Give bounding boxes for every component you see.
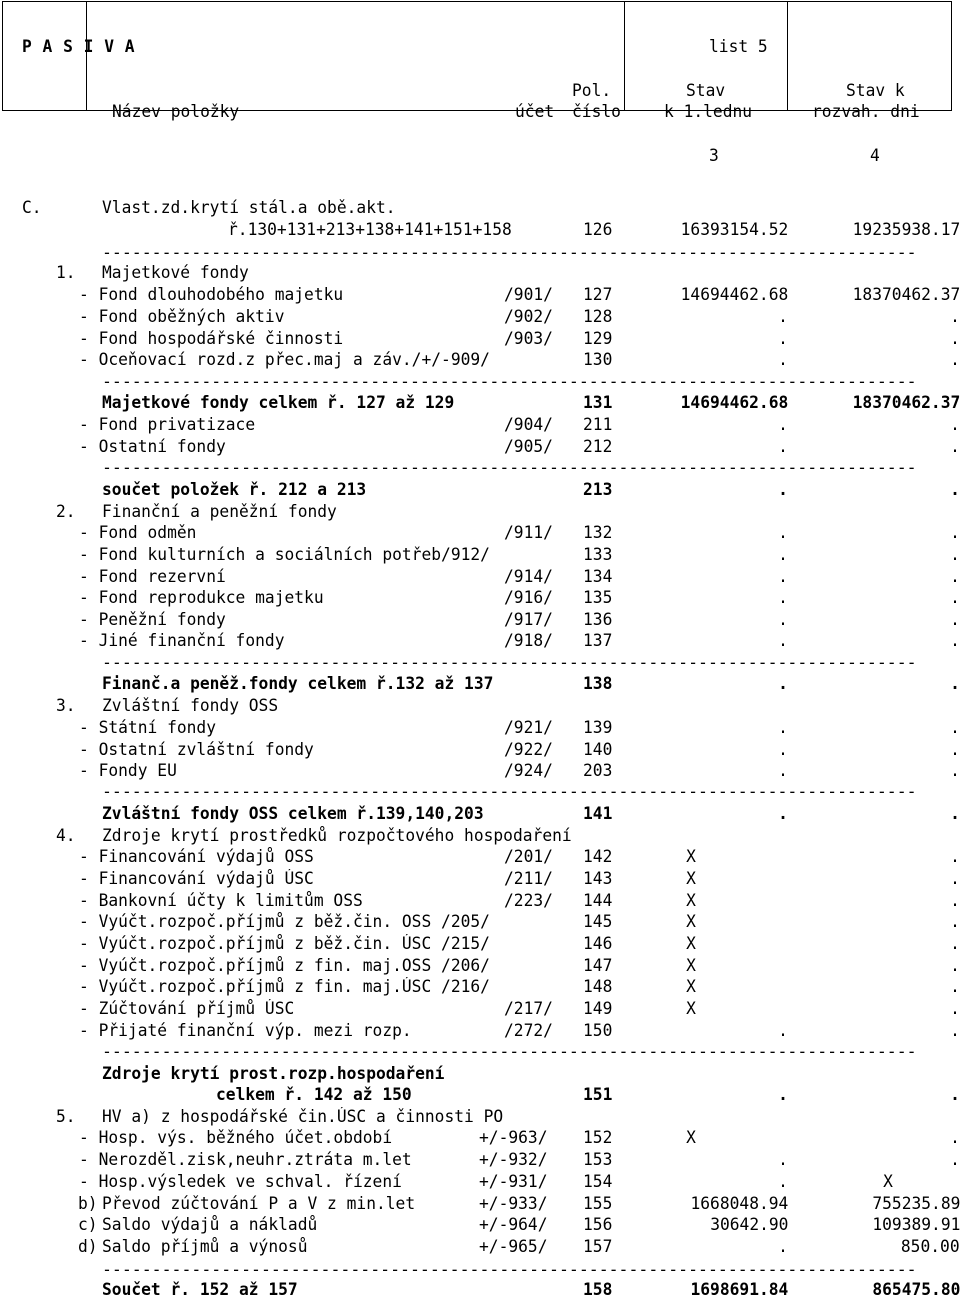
col-stav2-header-2: rozvah. dni: [812, 102, 920, 121]
row-value-end: .: [950, 674, 960, 693]
row-value-start: 14694462.68: [680, 393, 788, 412]
row-account: /217/: [504, 999, 553, 1018]
col-account-header: účet: [515, 102, 555, 121]
row-pol-number: 134: [583, 567, 613, 586]
row-pol-number: 153: [583, 1150, 613, 1169]
row-value-start: .: [778, 307, 788, 326]
row-pol-number: 139: [583, 718, 613, 737]
row-value-start: .: [778, 761, 788, 780]
row-value-end: .: [950, 545, 960, 564]
row-value-end: .: [950, 999, 960, 1018]
dashed-separator: ----------------------------------------------------------------------------------: [102, 372, 917, 391]
col-number-3: 3: [709, 146, 719, 165]
row-value-end: .: [950, 847, 960, 866]
col-name-header: Název položky: [112, 102, 240, 121]
row-label: ř.130+131+213+138+141+151+158: [228, 220, 512, 239]
row-pol-number: 211: [583, 415, 613, 434]
row-account: /921/: [504, 718, 553, 737]
row-value-start: 16393154.52: [680, 220, 788, 239]
row-pol-number: 135: [583, 588, 613, 607]
row-account: /272/: [504, 1021, 553, 1040]
col-stav2-header-1: Stav k: [846, 81, 905, 100]
row-label: - Fond hospodářské činnosti: [79, 329, 344, 348]
row-label: Zdroje krytí prostředků rozpočtového hospodaření: [102, 826, 572, 845]
row-account: /201/: [504, 847, 553, 866]
row-pol-number: 213: [583, 480, 613, 499]
row-label: celkem ř. 142 až 150: [216, 1085, 412, 1104]
row-label: Zvláštní fondy OSS: [102, 696, 279, 715]
row-value-end: .: [950, 437, 960, 456]
row-label: - Fondy EU: [79, 761, 177, 780]
frame-left: [2, 1, 3, 111]
row-label: součet položek ř. 212 a 213: [102, 480, 367, 499]
col-number-4: 4: [870, 146, 880, 165]
row-account: /211/: [504, 869, 553, 888]
row-value-end: .: [950, 869, 960, 888]
row-value-end: .: [950, 415, 960, 434]
row-pol-number: 126: [583, 220, 613, 239]
row-value-start: .: [778, 1021, 788, 1040]
row-account: /902/: [504, 307, 553, 326]
row-label: - Vyúčt.rozpoč.příjmů z fin. maj.OSS /206/: [79, 956, 490, 975]
row-pol-number: 158: [583, 1280, 613, 1299]
row-label: - Fond dlouhodobého majetku: [79, 285, 344, 304]
row-value-end: 19235938.17: [852, 220, 960, 239]
row-value-end: .: [950, 761, 960, 780]
row-value-start: .: [778, 437, 788, 456]
row-marker: c): [78, 1215, 98, 1234]
row-pol-number: 130: [583, 350, 613, 369]
row-account: /922/: [504, 740, 553, 759]
row-value-end: .: [950, 610, 960, 629]
row-value-end: .: [950, 934, 960, 953]
row-label: - Vyúčt.rozpoč.příjmů z běž.čin. OSS /205/: [79, 912, 490, 931]
row-value-end: 18370462.37: [852, 393, 960, 412]
row-pol-number: 138: [583, 674, 613, 693]
row-value-end: .: [950, 350, 960, 369]
row-value-start: X: [686, 1128, 696, 1147]
row-value-end: .: [950, 1150, 960, 1169]
row-label: Majetkové fondy: [102, 263, 249, 282]
row-value-start: .: [778, 674, 788, 693]
dashed-separator: ----------------------------------------------------------------------------------: [102, 458, 917, 477]
row-value-start: X: [686, 999, 696, 1018]
row-value-start: X: [686, 869, 696, 888]
row-label: - Bankovní účty k limitům OSS: [79, 891, 363, 910]
row-pol-number: 157: [583, 1237, 613, 1256]
row-label: - Fond privatizace: [79, 415, 256, 434]
row-value-start: X: [686, 956, 696, 975]
row-value-end: X: [883, 1172, 893, 1191]
row-value-end: .: [950, 307, 960, 326]
sheet-number: list 5: [709, 37, 768, 56]
row-value-start: .: [778, 523, 788, 542]
row-value-end: 865475.80: [871, 1280, 960, 1299]
row-pol-number: 131: [583, 393, 613, 412]
row-pol-number: 212: [583, 437, 613, 456]
row-value-end: .: [950, 977, 960, 996]
row-label: - Financování výdajů OSS: [79, 847, 314, 866]
row-value-end: .: [950, 329, 960, 348]
row-pol-number: 141: [583, 804, 613, 823]
row-pol-number: 142: [583, 847, 613, 866]
row-account: +/-932/: [479, 1150, 548, 1169]
row-value-start: .: [778, 631, 788, 650]
row-account: +/-964/: [479, 1215, 548, 1234]
row-value-end: 18370462.37: [852, 285, 960, 304]
row-pol-number: 149: [583, 999, 613, 1018]
row-account: /918/: [504, 631, 553, 650]
row-label: - Fond rezervní: [79, 567, 226, 586]
row-value-end: .: [950, 804, 960, 823]
row-value-end: 850.00: [901, 1237, 960, 1256]
row-pol-number: 127: [583, 285, 613, 304]
row-label: Převod zúčtování P a V z min.let: [102, 1194, 416, 1213]
row-value-start: 14694462.68: [680, 285, 788, 304]
row-account: /924/: [504, 761, 553, 780]
row-label: - Vyúčt.rozpoč.příjmů z běž.čin. ÚSC /215/: [79, 934, 490, 953]
row-pol-number: 144: [583, 891, 613, 910]
row-label: Zvláštní fondy OSS celkem ř.139,140,203: [102, 804, 484, 823]
row-account: /223/: [504, 891, 553, 910]
row-account: +/-963/: [479, 1128, 548, 1147]
col-pol-header-1: Pol.: [572, 81, 612, 100]
frame-right: [951, 1, 952, 111]
row-pol-number: 128: [583, 307, 613, 326]
row-label: Součet ř. 152 až 157: [102, 1280, 298, 1299]
row-value-start: .: [778, 610, 788, 629]
row-value-end: .: [950, 523, 960, 542]
row-value-end: .: [950, 956, 960, 975]
row-value-start: .: [778, 718, 788, 737]
row-value-end: .: [950, 1021, 960, 1040]
row-account: /903/: [504, 329, 553, 348]
row-pol-number: 146: [583, 934, 613, 953]
row-label: - Fond kulturních a sociálních potřeb/912/: [79, 545, 490, 564]
row-value-end: .: [950, 588, 960, 607]
row-account: +/-931/: [479, 1172, 548, 1191]
row-account: /914/: [504, 567, 553, 586]
row-account: /916/: [504, 588, 553, 607]
row-value-end: .: [950, 1085, 960, 1104]
row-pol-number: 203: [583, 761, 613, 780]
frame-divider-3: [787, 1, 788, 111]
row-account: /911/: [504, 523, 553, 542]
page-title: P A S I V A: [22, 37, 136, 56]
row-label: - Hosp. výs. běžného účet.období: [79, 1128, 393, 1147]
row-value-start: 1698691.84: [690, 1280, 788, 1299]
row-label: HV a) z hospodářské čin.ÚSC a činnosti PO: [102, 1107, 504, 1126]
row-marker: 5.: [56, 1107, 76, 1126]
row-value-start: .: [778, 545, 788, 564]
row-value-end: .: [950, 1128, 960, 1147]
row-value-start: X: [686, 912, 696, 931]
row-label: Finanč.a peněž.fondy celkem ř.132 až 137: [102, 674, 494, 693]
row-pol-number: 140: [583, 740, 613, 759]
row-label: - Zúčtování příjmů ÚSC: [79, 999, 295, 1018]
row-pol-number: 137: [583, 631, 613, 650]
row-value-end: .: [950, 891, 960, 910]
row-value-end: .: [950, 718, 960, 737]
row-account: /901/: [504, 285, 553, 304]
row-label: - Hosp.výsledek ve schval. řízení: [79, 1172, 402, 1191]
row-label: - Peněžní fondy: [79, 610, 226, 629]
dashed-separator: ----------------------------------------------------------------------------------: [102, 1042, 917, 1061]
row-value-end: .: [950, 912, 960, 931]
row-marker: 4.: [56, 826, 76, 845]
row-value-start: .: [778, 1150, 788, 1169]
row-value-end: .: [950, 480, 960, 499]
row-value-start: .: [778, 1085, 788, 1104]
frame-divider-2: [624, 1, 625, 111]
row-pol-number: 129: [583, 329, 613, 348]
row-value-start: .: [778, 480, 788, 499]
row-value-start: .: [778, 567, 788, 586]
row-pol-number: 155: [583, 1194, 613, 1213]
row-label: Saldo výdajů a nákladů: [102, 1215, 318, 1234]
row-label: - Oceňovací rozd.z přec.maj a záv./+/-909/: [79, 350, 490, 369]
frame-top: [2, 1, 952, 2]
row-value-start: X: [686, 891, 696, 910]
row-value-end: .: [950, 567, 960, 586]
row-pol-number: 151: [583, 1085, 613, 1104]
col-stav1-header-1: Stav: [686, 81, 726, 100]
row-pol-number: 145: [583, 912, 613, 931]
row-pol-number: 136: [583, 610, 613, 629]
row-account: /917/: [504, 610, 553, 629]
dashed-separator: ----------------------------------------------------------------------------------: [102, 243, 917, 262]
row-account: +/-965/: [479, 1237, 548, 1256]
row-label: Zdroje krytí prost.rozp.hospodaření: [102, 1064, 445, 1083]
row-value-start: X: [686, 847, 696, 866]
row-label: - Státní fondy: [79, 718, 216, 737]
row-marker: 2.: [56, 502, 76, 521]
row-marker: 3.: [56, 696, 76, 715]
row-pol-number: 143: [583, 869, 613, 888]
col-pol-header-2: číslo: [572, 102, 621, 121]
row-label: - Přijaté finanční výp. mezi rozp.: [79, 1021, 412, 1040]
row-label: Vlast.zd.krytí stál.a obě.akt.: [102, 198, 396, 217]
row-label: - Vyúčt.rozpoč.příjmů z fin. maj.ÚSC /216/: [79, 977, 490, 996]
row-label: Majetkové fondy celkem ř. 127 až 129: [102, 393, 455, 412]
row-value-end: .: [950, 631, 960, 650]
row-label: - Jiné finanční fondy: [79, 631, 285, 650]
row-label: - Financování výdajů ÚSC: [79, 869, 314, 888]
row-value-start: 30642.90: [709, 1215, 788, 1234]
dashed-separator: ----------------------------------------------------------------------------------: [102, 653, 917, 672]
row-marker: d): [78, 1237, 98, 1256]
row-pol-number: 133: [583, 545, 613, 564]
row-label: - Ostatní fondy: [79, 437, 226, 456]
row-value-start: .: [778, 415, 788, 434]
row-value-start: 1668048.94: [690, 1194, 788, 1213]
row-pol-number: 156: [583, 1215, 613, 1234]
row-value-start: .: [778, 804, 788, 823]
row-account: /905/: [504, 437, 553, 456]
row-account: +/-933/: [479, 1194, 548, 1213]
row-value-start: .: [778, 350, 788, 369]
row-label: Finanční a peněžní fondy: [102, 502, 337, 521]
row-value-start: .: [778, 1237, 788, 1256]
col-stav1-header-2: k 1.lednu: [664, 102, 753, 121]
row-label: - Fond reprodukce majetku: [79, 588, 324, 607]
row-value-start: .: [778, 329, 788, 348]
row-pol-number: 152: [583, 1128, 613, 1147]
row-value-start: X: [686, 977, 696, 996]
row-value-end: 755235.89: [871, 1194, 960, 1213]
row-pol-number: 154: [583, 1172, 613, 1191]
row-label: - Fond oběžných aktiv: [79, 307, 285, 326]
dashed-separator: ----------------------------------------------------------------------------------: [102, 1260, 917, 1279]
row-marker: b): [78, 1194, 98, 1213]
row-label: - Ostatní zvláštní fondy: [79, 740, 314, 759]
dashed-separator: ----------------------------------------------------------------------------------: [102, 782, 917, 801]
row-label: Saldo příjmů a výnosů: [102, 1237, 308, 1256]
row-marker: C.: [22, 198, 42, 217]
row-pol-number: 150: [583, 1021, 613, 1040]
row-pol-number: 132: [583, 523, 613, 542]
row-pol-number: 147: [583, 956, 613, 975]
row-pol-number: 148: [583, 977, 613, 996]
row-account: /904/: [504, 415, 553, 434]
row-label: - Fond odměn: [79, 523, 197, 542]
row-value-start: .: [778, 740, 788, 759]
row-value-start: .: [778, 1172, 788, 1191]
row-value-start: X: [686, 934, 696, 953]
row-marker: 1.: [56, 263, 76, 282]
row-value-start: .: [778, 588, 788, 607]
row-label: - Nerozděl.zisk,neuhr.ztráta m.let: [79, 1150, 412, 1169]
row-value-end: 109389.91: [871, 1215, 960, 1234]
row-value-end: .: [950, 740, 960, 759]
